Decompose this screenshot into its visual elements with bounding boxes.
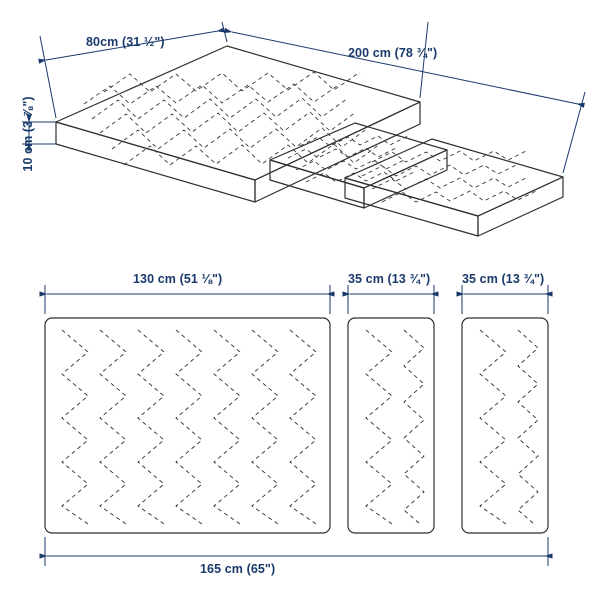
flat-panel-a-quilting xyxy=(366,330,424,524)
large-mattress-quilting xyxy=(84,72,380,165)
label-panel-a-35: 35 cm (13 ¾") xyxy=(348,272,431,286)
large-mattress-front-face xyxy=(56,122,255,202)
right-panel-quilting xyxy=(362,150,538,202)
right-panel-top-face xyxy=(345,139,563,216)
middle-panel-right-face xyxy=(364,150,447,208)
flat-view-dimension-lines xyxy=(45,285,548,566)
flat-main-mattress xyxy=(45,318,330,533)
label-height-10: 10 cm (3 ⅞") xyxy=(21,96,35,172)
label-total-width-165: 165 cm (65") xyxy=(200,562,276,576)
flat-panel-b-quilting xyxy=(480,330,538,524)
middle-panel-top-face xyxy=(270,123,447,188)
right-panel-right-face xyxy=(478,177,563,236)
label-width-80: 80cm (31 ½") xyxy=(86,35,165,49)
label-panel-b-35: 35 cm (13 ¾") xyxy=(462,272,545,286)
label-length-200: 200 cm (78 ¾") xyxy=(348,46,438,60)
label-main-width-130: 130 cm (51 ⅛") xyxy=(133,272,223,286)
middle-panel-front-face xyxy=(270,160,364,208)
flat-main-quilting xyxy=(62,330,316,524)
large-mattress-right-face xyxy=(255,102,420,202)
